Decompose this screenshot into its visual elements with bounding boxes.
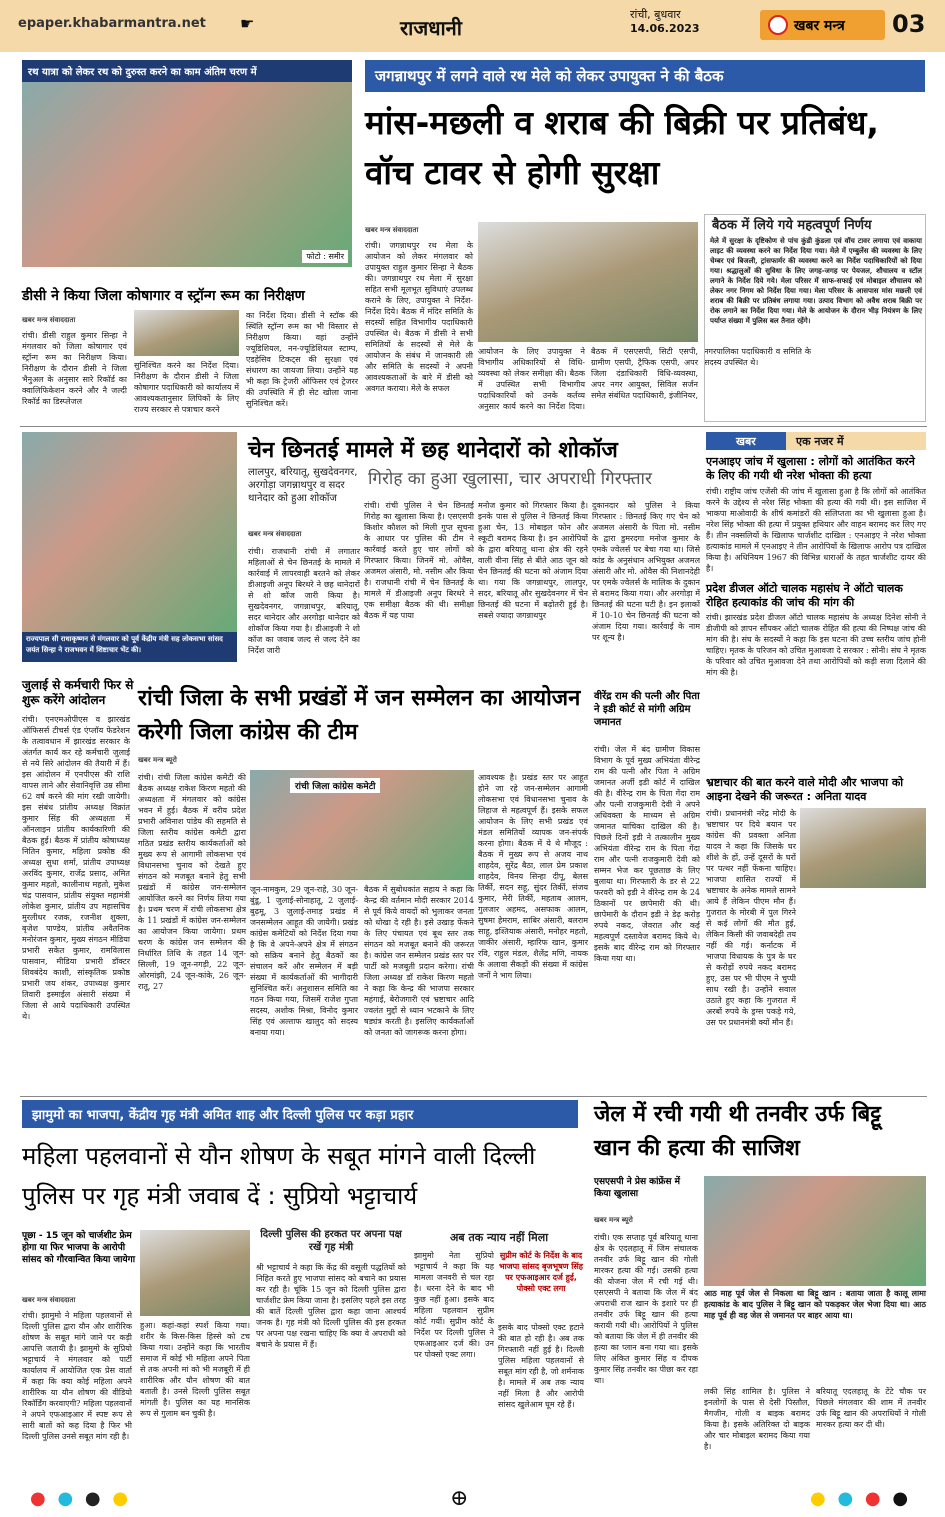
news-brief-tag-2: एक नजर में: [786, 432, 926, 450]
story7-body-2: रांची। झारखंड प्रदेश डीजल ऑटो चालक महासंघ के अध्यक्ष दिनेश सोनी ने डीजीपी को ज्ञापन सौंपकर ऑटो चालक रोहित की हत्या की निष्पक्ष जांच की मांग की है। संघ के सदस्यों ने कहा कि इस घटना की उच्च स्तरीय जांच होनी चाहिए। मृतक के परिजन को उचित मुआवजा दे सरकार : सोनी। संघ ने मृतक के परिवार को उचित मुआवजा देने तथा आरोपियों को कड़ी सजा दिलाने की मांग की है।: [706, 613, 926, 677]
story5-body-4: आवश्यक है। प्रखंड स्तर पर आहूत होने जा रहे जन-सम्मेलन आगामी लोकसभा एवं विधानसभा चुनाव के लिहाज से महत्वपूर्ण हैं। इसके सफल आयोजन के लिए सभी प्रखंड एवं मंडल समितियों व्यापक जन-संपर्क करना होगा। बैठक में ये थे मौजूद : बैठक में मुख्य रूप से अजय नाथ शाहदेव, सुरेंद्र बैठा, लाल प्रेम प्रकाश शाहदेव, विनय सिन्हा दीपू, बेलस तिर्की, सदन सहू, सुंदर तिर्की, संजय कुमार, मेरी तिर्की, महताब आलम, गुलजार अहमद, असफाक आलम, सुषमा हेमराम, साबिर अंसारी, बलराम साहू, इश्तियाक अंसारी, मनोहर महतो, जाकीर अंसारी, म्हारिफ खान, कुमार रवि, राहुल मंडल, शैलेंद्र मणि, नायक के अलावा सैकड़ों की संख्या में कांग्रेस जनों ने भाग लिया।: [478, 773, 588, 980]
story1-byline: खबर मन्त्र संवाददाता: [365, 226, 419, 234]
story4-body: रांची। एनएमओपीएस व झारखंड ऑफिसर्स टीचर्स एंड एंप्लॉय फेडरेशन के तत्वावधान में झारखंड सरकार के अंतर्गत कार्य कर रहे कर्मचारी जुलाई से नये सिरे आंदोलन की तैयारी में हैं। इस आंदोलन में एनपीएस की राशि वापस लाने और सेवानिवृत्ति उम्र सीमा 62 वर्ष करने की मांग रखी जायेगी। इस संबंध प्रांतीय अध्यक्ष विक्रांत कुमार सिंह की अध्यक्षता में ऑनलाइन प्रांतीय कार्यकारिणी की बैठक हुई। बैठक में प्रांतीय कोषाध्यक्ष नितिन कुमार, महिला प्रकोष्ठ की अध्यक्ष सुधा शर्मा, प्रांतीय उपाध्यक्ष अरविंद कुमार, राजेंद्र प्रसाद, अमित कुमार महतो, कालीनाथ महतो, मुकेश चंद्र पासवान, प्रांतीय संयुक्त महामंत्री लोकेश कुमार, प्रांतीय उप महासचिव मुरलीधर रजक, रजनीश शुक्ला, बृजेश पाण्डेय, प्रांतीय अवैतनिक मनोरंजन कुमार, मुख्य संगठन मीडिया प्रभारी सकेत कुमार, रामविलास पासवान, मीडिया प्रभारी डॉक्टर शिवबंदेय काशी, सांस्कृतिक प्रकोष्ठ प्रभारी जय शंकर, उपाध्यक्ष कुमार तिवारी इस्माईल अंसारी संख्या में जिला से आये पदाधिकारी उपस्थित थे।: [22, 715, 130, 1021]
story2-headline: डीसी ने किया जिला कोषागार व स्ट्रॉन्ग रूम का निरीक्षण: [22, 288, 305, 304]
story8-body-3: श्री भट्टाचार्य ने कहा कि केंद्र की वसूली पद्धतियों को निहित करते हुए भाजपा सांसद को बचाने का प्रयास कर रही है। चूंकि 15 जून को दिल्ली पुलिस द्वारा चार्जशीट फ्रेम किया जाना है। इसलिए पहले इस तरह की बातें दिल्ली पुलिस द्वारा कहा जाना आश्चर्य जनक है। गृह मंत्री को दिल्ली पुलिस की इस हरकत पर अपना पक्ष रखना चाहिए कि क्या वे अपराधी को बचाने के प्रयास में हैं।: [256, 1263, 406, 1349]
story6-headline: वीरेंद्र राम की पत्नी और पिता ने इडी कोर्ट से मांगी अग्रिम जमानत: [594, 691, 700, 728]
story6-body: रांची। जेल में बंद ग्रामीण विकास विभाग के पूर्व मुख्य अभियंता वीरेन्द्र राम की पत्नी और पिता ने अग्रिम जमानत अर्जी इडी कोर्ट में दाखिल की है। वीरेन्द्र राम के पिता गेंदा राम और पत्नी राजकुमारी देवी ने अपने अधिवक्ता के माध्यम से अग्रिम जमानत याचिका दाखिल की है। पिछले दिनों इडी ने तत्कालीन मुख्य अभियंता वीरेन्द्र राम के पिता गेंदा राम और पत्नी राजकुमारी देवी को सम्मन भेज कर पूछताछ के लिए बुलाया था। गिरफ्तारी के डर से 22 फरवरी को इडी ने वीरेन्द्र राम के 24 ठिकानों पर छापेमारी की थी। छापेमारी के दौरान इडी ने डेढ़ करोड़ रुपये नकद, जेवरात और कई महत्वपूर्ण दस्तावेज बरामद किये थे। इसके बाद वीरेन्द्र राम को गिरफ्तार किया गया था।: [594, 745, 700, 963]
brand-logo: खबर मन्त्र: [760, 10, 885, 40]
story8-side: पूछा - 15 जून को चार्जशीट फ्रेम होगा या फिर भाजपा के आरोपी सांसद को गौरवान्वित किया जायेगा: [22, 1231, 136, 1265]
story8-sub-1: दिल्ली पुलिस की हरकत पर अपना पक्ष रखें गृह मंत्री: [260, 1229, 402, 1253]
story2-body-1: रांची। डीसी राहुल कुमार सिन्हा ने मंगलवार को जिला कोषागार एवं स्ट्रॉन्ग रूम का निरीक्षण किया। निरीक्षण के दौरान डीसी ने जिला भैनुअल के अनुसार सारे रिकॉर्ड का क्वालिफिकेशन करने और नै जल्दी रिकॉर्ड का डिस्प्लेजल: [22, 331, 127, 406]
story7-headline-2: प्रदेश डीजल ऑटो चालक महासंघ ने ऑटो चालक रोहित हत्याकांड की जांच की मांग की: [706, 582, 903, 609]
story1-kicker: जगन्नाथपुर में लगने वाले रथ मेले को लेकर उपायुक्त ने की बैठक: [365, 60, 925, 92]
decisions-list: मेले में सुरक्षा के दृष्टिकोण से पांच कुंडी कुंडला एवं वॉच टावर लगाया एवं वाकाया लाइट की व्यवस्था करने का निर्देश दिया गया। मेले में एम्बुलेंस की व्यवस्था के लिए चेम्बर एवं बिजली, ट्रांसफार्मर की व्यवस्था करने का निर्देश पदाधिकारियों को दिया गया। श्रद्धालुओं की सुविधा के लिए जगह-जगह पर पेयजल, शौचालय व स्टॉल लगाने के निर्देश दिये गये। मेला परिसर में साफ-सफाई एवं मोबाइल शौचालय को लेकर नगर निगम को निर्देश दिया गया। मेला परिसर के आसपास मांस मछली एवं शराब की बिक्री पर प्रतिबंध लगाया गया। उत्पाद विभाग को अवैध शराब बिक्री पर रोक लगाने का निर्देश दिया गया। मेले के आयोजन के दौरान भीड़ नियंत्रण के लिए पर्याप्त संख्या में पुलिस बल तैनात रहेंगे।: [710, 236, 922, 325]
story4-headline: जुलाई से कर्मचारी फिर से शुरू करेंगे आंदोलन: [22, 678, 134, 707]
issue-date: 14.06.2023: [630, 22, 700, 35]
supriyo-photo: [140, 1230, 250, 1316]
section-title: राजधानी: [400, 16, 462, 40]
congress-meeting-photo: [250, 770, 474, 880]
meeting-photo: [478, 222, 698, 342]
story8-body-2: हुआ। कहां-कहां स्पर्श किया गया। शरीर के किस-किस हिस्से को टच किया गया। उन्होंने कहा कि भारतीय समाज में कोई भी महिला अपने पिता से तक अपनी मां को भी मजबूरी में ही शारीरिक और यौन शोषण की बात बताती है। उनसे दिल्ली पुलिस सबूत मांगती है। पुलिस का यह मानसिक रूप से गुलाम बन चुकी है।: [140, 1321, 250, 1418]
photo-credit: फोटो : समीर: [302, 250, 348, 263]
registration-dots-left: ● ● ● ●: [30, 1488, 132, 1509]
story9-byline: खबर मन्त्र ब्यूरो: [594, 1216, 633, 1224]
page-number: 03: [892, 10, 926, 38]
story5-body-2: जून-नामकुम, 29 जून-राहे, 30 जून-बुंडू, 1 जुलाई-सोनाहातू, 2 जुलाई-बुढ़मू, 3 जुलाई-तमाड़ प्रखंड में जनसम्मेलन आहूत की जायेगी। प्रखंड कांग्रेस कमेटियों को निर्देश दिया गया है कि वे अपने-अपने क्षेत्र में संगठन को सक्रिय बनाने हेतु बैठकों का संचालन करें और सम्मेलन में बड़ी संख्या में कार्यकर्ताओं की भागीदारी सुनिश्चित करें। अनुशासन समिति का गठन किया गया, जिसमें राजेश गुप्ता सदस्य, अशोक मिश्रा, विनोद कुमार सिंह एवं अल्ताफ खालुद को सदस्य बनाया गया।: [250, 885, 358, 1037]
story8-headline: महिला पहलवानों से यौन शोषण के सबूत मांगने वाली दिल्ली पुलिस पर गृह मंत्री जवाब दें : सुप्रियो भट्टाचार्य: [22, 1142, 536, 1210]
decisions-title: बैठक में लिये गये महत्वपूर्ण निर्णय: [712, 218, 872, 233]
news-brief-tag: खबर: [706, 432, 786, 450]
story9-body: रांची। एक सप्ताह पूर्व बरियातू थाना क्षेत्र के एदलहातू में जिम संचालक तनवीर उर्फ बिट्टू खान की गोली मारकर हत्या की गई। उसकी हत्या की योजना जेल में रची गई थी। एसएसपी ने बताया कि जेल में बंद अपराधी राज खान के इशारे पर ही तनवीर उर्फ बिट्टू खान की हत्या करायी गयी थी। आरोपियों ने पुलिस को बताया कि जेल में ही तनवीर की हत्या का प्लान बना गया था। इसके लिए अंकित कुमार सिंह व दीपक कुमार सिंह तनवीर का पीछा कर रहा था।: [594, 1233, 698, 1385]
story2-body-2: सुनिश्चित करने का निर्देश दिया। निरीक्षण के दौरान डीसी ने जिला कोषागार पदाधिकारी को कार्यालय में आवश्यकतानुसार लिपिकों के लिए राज्य सरकार से पत्राचार करने: [134, 361, 239, 414]
rath-photo: [22, 82, 352, 267]
anita-yadav-photo: [800, 808, 926, 888]
story1-headline: मांस-मछली व शराब की बिक्री पर प्रतिबंध, वॉच टावर से होगी सुरक्षा: [365, 103, 879, 192]
story7-headline-1: एनआइए जांच में खुलासा : लोगों को आतंकित करने के लिए की गयी थी नरेश भोक्ता की हत्या: [706, 455, 915, 482]
hand-cursor-icon: ☛: [240, 14, 255, 33]
registration-mark-icon: ⊕: [450, 1486, 469, 1511]
story9-headline: जेल में रची गयी थी तनवीर उर्फ बिट्टू खान की हत्या की साजिश: [594, 1102, 881, 1161]
story5-byline: खबर मन्त्र ब्यूरो: [138, 756, 177, 764]
story8-sub-2: अब तक न्याय नहीं मिला: [449, 1231, 549, 1244]
story8-body-1: रांची। झामुमो ने महिला पहलवानों से दिल्ली पुलिस द्वारा यौन और शारीरिक शोषण के सबूत मांगे जाने पर कड़ी आपत्ति जतायी है। झामुमो के सुप्रियो भट्टाचार्य ने मंगलवार को पार्टी कार्यालय में आयोजित एक प्रेस वार्ता में कहा कि क्या कोई महिला अपने शारीरिक या यौन शोषण की वीडियो रिकॉर्डिंग करवाएगी? महिला पहलवानों ने अपने एफआइआर में स्पष्ट रूप से सारी बातों को कह दिया है फिर भी दिल्ली पुलिस उनसे सबूत मांग रही है।: [22, 1311, 132, 1441]
congress-banner: रांची जिला कांग्रेस कमेटी: [290, 778, 380, 793]
story3-sidebar: लालपुर, बरियातू, सुखदेवनगर, अरगोड़ा जगन्नाथपुर व सदर थानेदार को हुआ शोकॉज: [248, 467, 358, 504]
story9-caption: आठ माह पूर्व जेल से निकला था बिट्टू खान : बताया जाता है कालू लामा हत्याकांड के बाद पुलिस ने बिट्टू खान को पकड़कर जेल भेजा दिया था। आठ माह पूर्व ही वह जेल से जमानत पर बाहर आया था।: [704, 1288, 926, 1320]
story1-body-1: रांची। जगन्नाथपुर रथ मेला के आयोजन को लेकर मंगलवार को उपायुक्त राहुल कुमार सिन्हा ने बैठक की। जगन्नाथपुर रथ मेला में सुरक्षा सहित सभी मूलभूत सुविधाएं उपलब्ध कराने के लिए, उपायुक्त ने निर्देश-निर्देश दिये। बैठक में मंदिर समिति के सदस्यों सहित विभागीय पदाधिकारी उपस्थित थे। बैठक में डीसी ने सभी समितियों के सदस्यों से मेले के आयोजन के संबंध में जानकारी ली और समिति के सदस्यों ने अपनी आवश्यकताओं के बारे में डीसी को अवगत कराया। मेले के सफल: [365, 241, 473, 393]
story8-kicker: झामुमो का भाजपा, केंद्रीय गृह मंत्री अमित शाह और दिल्ली पुलिस पर कड़ा प्रहार: [22, 1100, 578, 1128]
divider-2: [20, 1096, 927, 1097]
story9-body-2: लकी सिंह शामिल है। पुलिस ने इनलोगों के पास से देसी पिस्तौल, मैगजीन, गोली व बाइक बरामद किया है। इसके अतिरिक्त दो बाइक और चार मोबाइल बरामद किया गया है।: [704, 1387, 810, 1451]
story7-body-3-cont: [706, 892, 926, 1092]
rath-photo-caption: रथ यात्रा को लेकर रथ को दुरुस्त करने का काम अंतिम चरण में: [22, 60, 352, 82]
treasury-photo: [134, 310, 239, 356]
story2-body-3: का निर्देश दिया। डीसी ने स्टॉक की स्थिति स्ट्रॉन्ग रूम का भी विस्तार से निरीक्षण किया। वहां उन्होंने ज्यूडिशियल, नन-ज्यूडिशियल स्टाम्प, एडहेसिव टिकट्स की सुरक्षा एवं संधारण का जायजा लिया। उन्होंने यह भी कहा कि ट्रेजरी ऑफिसर एवं ट्रेजरर की उपस्थिति में ही सेट खोला जाना सुनिश्चित करें।: [246, 311, 358, 408]
story3-body-2: रांची। रांची पुलिस ने चेन छिनतई गिरोह का खुलासा किया है। एसएसपी किशोर कौशल को मिली गुप्त सूचना के आधार पर पुलिस की टीम ने कार्रवाई करते हुए चार लोगों को गिरफ्तार किया। जिनमें मो. ओवैस, अजमल अंसारी, मो. नसीम और किया है। राजधानी रांची में चेन छिनतई के मामले में डीआइजी अनूप बिरथरे ने एक समीक्षा बैठक की थी। समीक्षा बैठक में यह पाया: [364, 501, 474, 620]
story2-byline: खबर मन्त्र संवाददाता: [22, 316, 76, 324]
story8-sub-3: सुप्रीम कोर्ट के निर्देश के बाद भाजपा सांसद बृजभूषण सिंह पर एफआइआर दर्ज हुई, पोक्सो एक्ट लगा: [498, 1251, 583, 1293]
dateline: [630, 8, 700, 36]
governor-caption: राज्यपाल सी राधाकृष्णन से मंगलवार को पूर्व केंद्रीय मंत्री सह लोकसभा सांसद जयंत सिन्हा ने राजभवन में शिष्टाचार भेंट की।: [22, 632, 237, 662]
story5-body-3: बैठक में सुबोधकांत सहाय ने कहा कि केन्द्र की वर्तमान मोदी सरकार 2014 से पूर्व किये वायदों को भुलाकर जनता को धोखा दे रही है। इसे उखाड़ फेंकने के लिए पंचायत एवं बूथ स्तर तक संगठन को मजबूत बनाने की जरूरत है। कांग्रेस जन सम्मेलन प्रखंड स्तर पर पार्टी को मजबूती प्रदान करेगा। रांची जिला अध्यक्ष डॉ राकेश किरण महतो ने कहा कि केन्द्र की भाजपा सरकार महंगाई, बेरोजगारी एवं भ्रष्टाचार आदि ज्वलंत मुद्दों से ध्यान भटकाने के लिए षड्यंत्र करती है। इसलिए कार्यकर्ताओं को जनता को जागरूक करना होगा।: [364, 885, 474, 1037]
footer-bar: [0, 1478, 945, 1517]
story5-headline: रांची जिला के सभी प्रखंडों में जन सम्मेलन का आयोजन करेगी जिला कांग्रेस की टीम: [138, 686, 581, 745]
story3-headline: चेन छिनतई मामले में छह थानेदारों को शोकॉज: [248, 438, 618, 463]
story7-headline-3: भ्रष्टाचार की बात करने वाले मोदी और भाजपा को आइना देखने की जरूरत : अनिता यादव: [706, 776, 904, 803]
story8-byline: खबर मन्त्र संवाददाता: [22, 1296, 76, 1304]
story3-body-3: मनोज कुमार को गिरफ्तार किया है। इनके पास से पुलिस ने छिनतई किया हुआ चेन, 13 मोबाइल फोन और स्कूटी बरामद किया है। इन आरोपियों के द्वारा बरियातू थाना क्षेत्र की रहने वाली वीना सिंह से बीते आठ जून को चेन छिनतई की घटना को अंजाम दिया था। गया कि जगन्नाथपुर, लालपुर, सदर, बरियातू और सुखदेवनगर में चेन छिनतई की घटना में बढ़ोतरी हुई है। सबसे ज्यादा जगन्नाथपुर: [478, 501, 588, 620]
story3-body-4: दुकानदार को पुलिस ने किया गिरफ्तार : छिनतई किए गए चेन को अजमल अंसारी के पिता मो. नसीम के द्वारा डुमरदगा मनोज कुमार के एमके ज्वेलर्स पर बेचा गया था। जिसे कांड के अनुसंधान अभियुक्त अजमल अंसारी और मो. ओवैस की निशानदेही पर एमके ज्वेलर्स के मालिक के दुकान से बरामद किया गया। और अरगोड़ा में छिनतई की घटना घटी है। इन इलाकों में 10-10 चेन छिनतई की घटना को अंजाम दिया गया। कार्रवाई के नाम पर शून्य है।: [592, 501, 700, 642]
registration-dots-right: ● ● ● ●: [810, 1488, 912, 1509]
story3-body-1: रांची। राजधानी रांची में लगातार महिलाओं से चेन छिनतई के मामले में कार्रवाई में लापरवाही बरतने को लेकर डीआइजी अनूप बिरथरे ने छह थानेदारों से शो कॉज जारी किया है। सुखदेवनगर, जगन्नाथपुर, बरियातू, सदर थानेदार और अरगोड़ा थानेदार को शोकॉज किया गया है। डीआइजी ने शो कॉज का जवाब जल्द से जल्द देने का निर्देश जारी: [248, 547, 360, 655]
story3-subhead: गिरोह का हुआ खुलासा, चार अपराधी गिरफ्तार: [368, 469, 652, 489]
accused-photo: [704, 1176, 926, 1286]
story7-body-1: रांची। राष्ट्रीय जांच एजेंसी की जांच में खुलासा हुआ है कि लोगों को आतंकित करने के उद्देश्य से नरेश सिंह भोक्ता की हत्या की गयी थी। इस साजिश में भाकपा माओवादी के शीर्ष कमांडरों की संलिप्तता का भी खुलासा हुआ है। नरेश सिंह भोक्ता की हत्या में प्रयुक्त हथियार और वाहन बरामद कर लिए गए हैं। तीन नक्सलियों के खिलाफ चार्जशीट दाखिल : एनआइए ने नरेश भोक्ता हत्याकांड मामले में एनआइए ने तीन आरोपियों के खिलाफ आरोप पत्र दाखिल किया है। अधिनियम 1967 की विभिन्न धाराओं के तहत चार्जशीट दायर की है।: [706, 487, 926, 573]
story9-body-3: बरियातू एदलहातू के टेंटे चौक पर पिछले मंगलवार की शाम में तनवीर उर्फ बिट्टू खान की अपराधियों ने गोली मारकर हत्या कर दी थी।: [816, 1387, 926, 1429]
governor-photo: [22, 432, 237, 632]
story8-body-5: इसके बाद पोक्सो एक्ट हटाने की बात हो रही है। अब तक गिरफ्तारी नहीं हुई है। दिल्ली पुलिस महिला पहलवानों से सबूत मांग रही है, जो शर्मनाक है। मामले में अब तक न्याय नहीं मिला है और आरोपी सांसद खुलेआम घूम रहे हैं।: [498, 1323, 584, 1409]
city-day: रांची, बुधवार: [630, 8, 681, 21]
story8-body-4: झामुमो नेता सुप्रियो भट्टाचार्य ने कहा कि यह मामला जनवरी से चल रहा है। धरना देने के बाद भी कुछ नहीं हुआ। इसके बाद महिला पहलवान सुप्रीम कोर्ट गयीं। सुप्रीम कोर्ट के निर्देश पर दिल्ली पुलिस ने एफआइआर दर्ज की। उन पर पोक्सो एक्ट लगा।: [414, 1251, 494, 1359]
divider: [20, 426, 927, 427]
brand-emblem-icon: [768, 15, 788, 35]
site-url[interactable]: epaper.khabarmantra.net: [18, 16, 206, 31]
story5-body-1: रांची। रांची जिला कांग्रेस कमेटी की बैठक अध्यक्ष राकेश किरण महतो की अध्यक्षता में मंगलवार को कांग्रेस भवन में हुई। बैठक में वरीय प्रदेश प्रभारी अविनाश पांडेय की सहमति से जिला स्तरीय कांग्रेस कमेटी द्वारा गठित प्रखंड स्तरीय कार्यकर्ताओं को मुख्य रूप से आगामी लोकसभा एवं विधानसभा चुनाव को देखते हुए संगठन को मजबूत बनाने हेतु सभी प्रखंडों में कांग्रेस जन-सम्मेलन आयोजित करने का निर्णय लिया गया है। प्रथम चरण में रांची लोकसभा क्षेत्र के 11 प्रखंडों में कांग्रेस जन-सम्मेलन का आयोजन किया जायेगा। प्रथम चरण के कांग्रेस जन सम्मेलन की निर्धारित तिथि के तहत 14 जून-सिल्ली, 19 जून-नगड़ी, 22 जून-ओरमांझी, 24 जून-कांके, 26 जून-रातू, 27: [138, 773, 246, 991]
story1-body-2: आयोजन के लिए उपायुक्त ने विभागीय अधिकारियों से विधि-व्यवस्था को लेकर समीक्षा की। बैठक में उपस्थित सभी विभागीय पदाधिकारियों को उनके कर्तव्य अनुसार कार्य करने का निर्देश दिया। बैठक में एसएसपी, सिटी एसपी, ग्रामीण एसपी, ट्रैफिक एसपी, अपर जिला दंडाधिकारी विधि-व्यवस्था, अपर नगर आयुक्त, सिविल सर्जन समेत संबंधित पदाधिकारी, इंजीनियर, नगरपालिका पदाधिकारी व समिति के सदस्य उपस्थित थे।: [478, 347, 811, 411]
story9-side: एसएसपी ने प्रेस कांफ्रेंस में किया खुलासा: [594, 1177, 680, 1199]
story7-body-3: रांची। प्रधानमंत्री नरेंद्र मोदी के भ्रष्टाचार पर दिये बयान पर कांग्रेस की प्रवक्ता अनिता यादव ने कहा कि जिसके घर शीशे के हों, उन्हें दूसरों के घरों पर पत्थर नहीं फेंकना चाहिए। भाजपा शासित राज्यों में भ्रष्टाचार के अनेक मामले सामने आये हैं लेकिन पीएम मौन हैं। गुजरात के मोरबी में पुल गिरने से कई लोगों की मौत हुई, लेकिन किसी की जवाबदेही तय नहीं की गई। कर्नाटक में भाजपा विधायक के पुत्र के घर से करोड़ों रुपये नकद बरामद हुए, उस पर भी पीएम ने चुप्पी साध रखी है। उन्होंने सवाल उठाते हुए कहा कि गुजरात में अरबों रुपये के ड्रग्स पकड़े गये, उस पर प्रधानमंत्री क्यों मौन हैं।: [706, 809, 796, 1027]
story3-byline: खबर मन्त्र संवाददाता: [248, 530, 302, 538]
